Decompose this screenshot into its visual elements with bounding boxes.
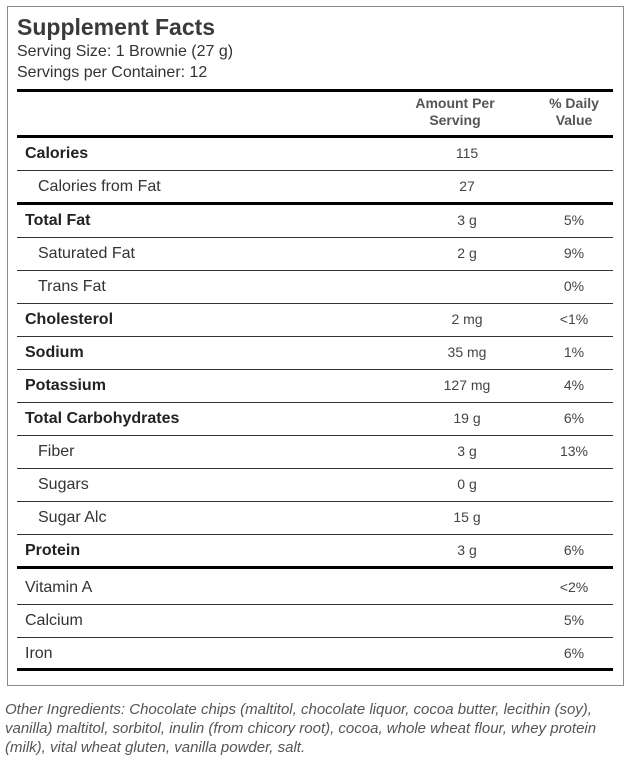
nutrient-row	[17, 469, 613, 502]
bottom-thick-rule	[17, 668, 613, 671]
nutrient-row	[17, 370, 613, 403]
nutrient-daily-value: 0%	[563, 278, 585, 294]
nutrient-label: Calcium	[25, 612, 83, 629]
nutrient-amount: 35 mg	[447, 344, 487, 360]
nutrient-row	[17, 171, 613, 204]
serving-size: Serving Size: 1 Brownie (27 g)	[17, 43, 234, 60]
nutrient-row	[17, 403, 613, 436]
nutrient-daily-value: 6%	[563, 410, 585, 426]
nutrient-label: Fiber	[38, 443, 75, 460]
nutrient-label: Iron	[25, 645, 53, 662]
nutrient-row	[17, 535, 613, 568]
nutrient-label: Sugar Alc	[38, 509, 107, 526]
top-thick-rule	[17, 89, 613, 92]
nutrient-amount: 3 g	[457, 542, 477, 558]
nutrient-daily-value: 4%	[563, 377, 585, 393]
vitamins-thick-rule	[17, 566, 613, 569]
nutrient-daily-value: 13%	[559, 443, 589, 459]
nutrient-label: Cholesterol	[25, 311, 114, 328]
supplement-facts-panel	[7, 6, 624, 686]
nutrient-row	[17, 605, 613, 638]
nutrient-label: Saturated Fat	[38, 245, 135, 262]
nutrient-row	[17, 502, 613, 535]
nutrient-label: Trans Fat	[38, 278, 106, 295]
nutrient-amount: 3 g	[457, 443, 477, 459]
nutrient-daily-value: 6%	[563, 645, 585, 661]
nutrient-daily-value: <1%	[559, 311, 589, 327]
dv-header-line2: Value	[555, 112, 593, 128]
nutrient-amount: 115	[455, 145, 479, 161]
nutrient-label: Total Fat	[25, 212, 91, 229]
nutrient-amount: 2 mg	[451, 311, 483, 327]
amount-header-line1: Amount Per	[415, 95, 495, 111]
nutrient-row	[17, 238, 613, 271]
dv-header-line1: % Daily	[549, 95, 599, 111]
nutrient-daily-value: 5%	[563, 612, 585, 628]
nutrient-row	[17, 304, 613, 337]
nutrient-label: Calories	[25, 145, 89, 162]
servings-per-container: Servings per Container: 12	[17, 64, 208, 81]
nutrient-daily-value: 9%	[563, 245, 585, 261]
nutrient-row	[17, 436, 613, 469]
nutrient-row	[17, 337, 613, 370]
nutrient-daily-value: 5%	[563, 212, 585, 228]
daily-value-header	[529, 95, 619, 129]
nutrient-amount: 3 g	[457, 212, 477, 228]
nutrient-daily-value: 6%	[563, 542, 585, 558]
nutrient-label: Total Carbohydrates	[25, 410, 180, 427]
nutrient-daily-value: 1%	[563, 344, 585, 360]
nutrient-amount: 19 g	[453, 410, 481, 426]
nutrient-row	[17, 138, 613, 171]
nutrient-row	[17, 572, 613, 605]
nutrient-amount: 15 g	[453, 509, 481, 525]
nutrient-row	[17, 205, 613, 238]
nutrient-amount: 0 g	[457, 476, 477, 492]
nutrient-daily-value: <2%	[559, 579, 589, 595]
amount-header-line2: Serving	[429, 112, 481, 128]
nutrient-label: Calories from Fat	[38, 178, 161, 195]
calories-thick-rule	[17, 202, 613, 205]
nutrient-label: Protein	[25, 542, 81, 559]
nutrient-label: Vitamin A	[25, 579, 93, 596]
panel-title: Supplement Facts	[17, 14, 216, 40]
amount-per-serving-header	[395, 95, 515, 129]
nutrient-label: Sodium	[25, 344, 84, 361]
nutrient-amount: 27	[459, 178, 475, 194]
nutrient-amount: 2 g	[457, 245, 477, 261]
nutrient-amount: 127 mg	[443, 377, 491, 393]
nutrient-row	[17, 271, 613, 304]
other-ingredients: Other Ingredients: Chocolate chips (maltitol, chocolate liquor, cocoa butter, lecithin (soy), vanilla) maltitol, sorbitol, inulin (from chicory root), cocoa, whole wheat flour, whey protein (milk), vital wheat gluten, vanilla powder, salt.	[5, 701, 597, 756]
nutrient-label: Sugars	[38, 476, 89, 493]
nutrient-label: Potassium	[25, 377, 106, 394]
nutrient-row	[17, 638, 613, 671]
